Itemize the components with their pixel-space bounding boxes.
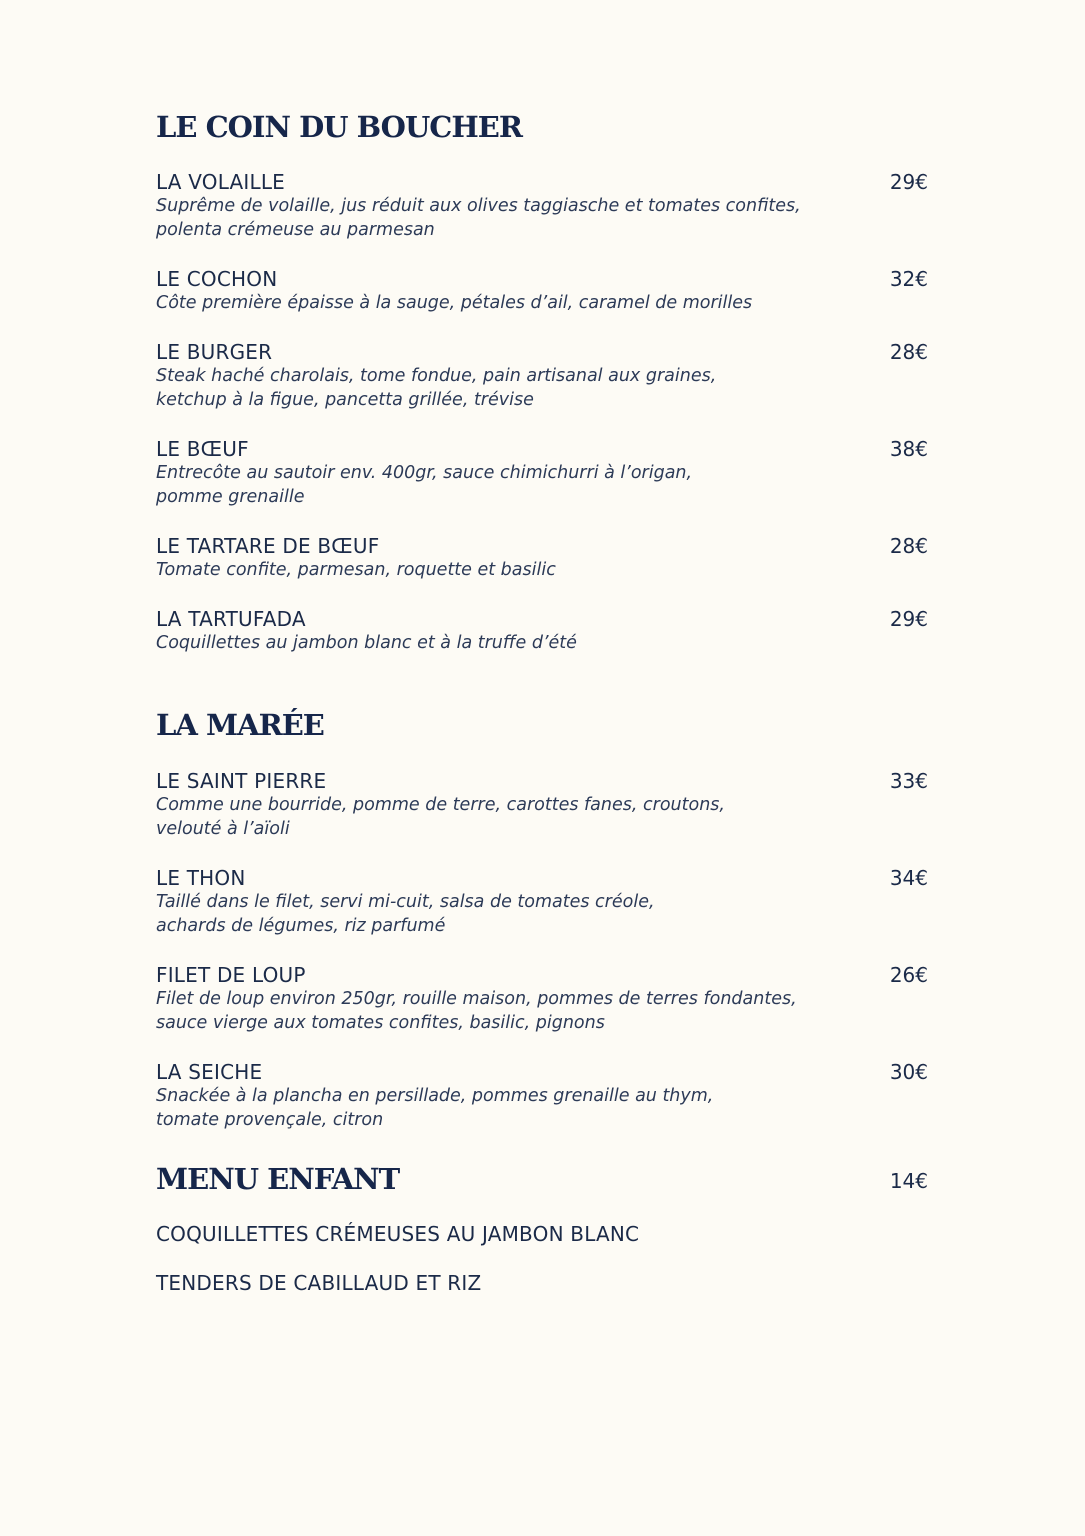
menu-enfant-price: 14€	[889, 1169, 928, 1193]
menu-item-seiche	[156, 1060, 930, 1132]
menu-enfant-item: COQUILLETTES CRÉMEUSES AU JAMBON BLANC	[156, 1222, 640, 1246]
item-name: FILET DE LOUP	[156, 963, 306, 987]
item-name: LA SEICHE	[156, 1060, 263, 1084]
section-title-maree: LA MARÉE	[156, 708, 324, 742]
menu-item-cochon	[156, 267, 930, 315]
item-price: 33€	[889, 769, 928, 793]
item-desc-line: Suprême de volaille, jus réduit aux olives taggiasche et tomates confites,	[156, 196, 801, 216]
item-name: LE BURGER	[156, 340, 273, 364]
menu-item-saint-pierre	[156, 769, 930, 841]
item-desc-line: Coquillettes au jambon blanc et à la truffe d’été	[156, 633, 577, 653]
item-name: LE THON	[156, 866, 246, 890]
item-desc-line: Côte première épaisse à la sauge, pétales d’ail, caramel de morilles	[156, 293, 753, 313]
item-price: 30€	[889, 1060, 928, 1084]
menu-page	[156, 0, 930, 1536]
item-price: 38€	[889, 437, 928, 461]
item-desc-line: Snackée à la plancha en persillade, pommes grenaille au thym,	[156, 1086, 714, 1106]
item-name: LE SAINT PIERRE	[156, 769, 327, 793]
item-name: LE TARTARE DE BŒUF	[156, 534, 380, 558]
menu-item-thon	[156, 866, 930, 938]
menu-enfant-item: TENDERS DE CABILLAUD ET RIZ	[156, 1271, 482, 1295]
menu-item-burger	[156, 340, 930, 412]
item-price: 29€	[889, 607, 928, 631]
item-desc-line: polenta crémeuse au parmesan	[156, 220, 435, 240]
item-desc-line: Comme une bourride, pomme de terre, carottes fanes, croutons,	[156, 795, 725, 815]
item-price: 29€	[889, 170, 928, 194]
menu-item-boeuf	[156, 437, 930, 509]
item-name: LE COCHON	[156, 267, 278, 291]
item-desc-line: pomme grenaille	[156, 487, 305, 507]
item-price: 32€	[889, 267, 928, 291]
menu-item-tartufada	[156, 607, 930, 655]
menu-item-tartare-de-boeuf	[156, 534, 930, 582]
menu-item-filet-de-loup	[156, 963, 930, 1035]
item-price: 28€	[889, 534, 928, 558]
item-desc-line: Steak haché charolais, tome fondue, pain artisanal aux graines,	[156, 366, 717, 386]
item-desc-line: Taillé dans le filet, servi mi-cuit, salsa de tomates créole,	[156, 892, 655, 912]
menu-item-volaille	[156, 170, 930, 242]
item-desc-line: ketchup à la figue, pancetta grillée, trévise	[156, 390, 534, 410]
item-desc-line: Entrecôte au sautoir env. 400gr, sauce chimichurri à l’origan,	[156, 463, 693, 483]
item-desc-line: Tomate confite, parmesan, roquette et basilic	[156, 560, 556, 580]
section-title-enfant: MENU ENFANT	[156, 1162, 400, 1196]
item-price: 26€	[889, 963, 928, 987]
item-desc-line: Filet de loup environ 250gr, rouille maison, pommes de terres fondantes,	[156, 989, 797, 1009]
item-desc-line: achards de légumes, riz parfumé	[156, 916, 446, 936]
item-price: 34€	[889, 866, 928, 890]
section-title-boucher: LE COIN DU BOUCHER	[156, 110, 522, 144]
item-name: LE BŒUF	[156, 437, 249, 461]
item-desc-line: tomate provençale, citron	[156, 1110, 384, 1130]
item-price: 28€	[889, 340, 928, 364]
item-desc-line: velouté à l’aïoli	[156, 819, 290, 839]
item-name: LA TARTUFADA	[156, 607, 306, 631]
item-name: LA VOLAILLE	[156, 170, 286, 194]
item-desc-line: sauce vierge aux tomates confites, basilic, pignons	[156, 1013, 605, 1033]
